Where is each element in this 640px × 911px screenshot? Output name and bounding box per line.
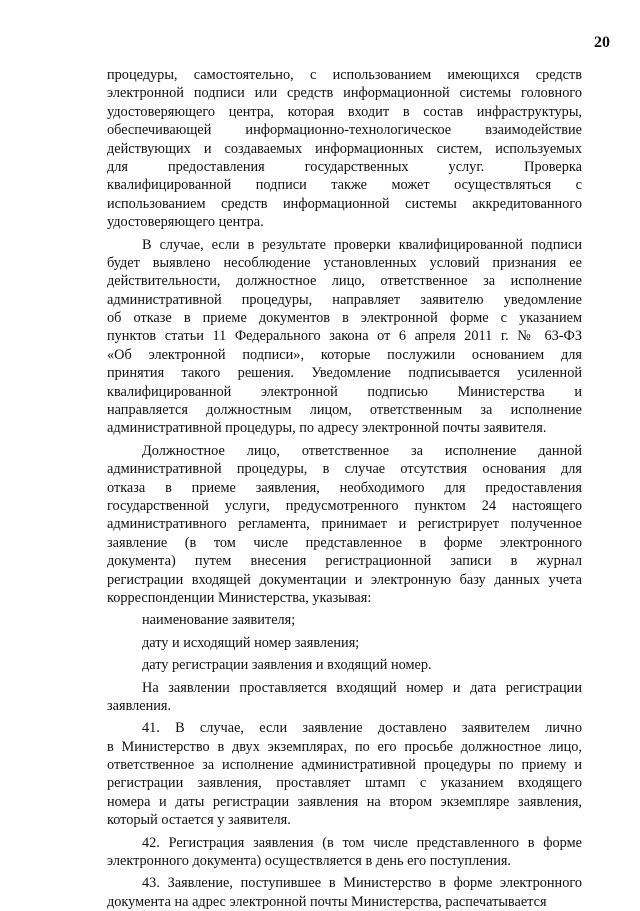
text-line: дату и исходящий номер заявления; (142, 634, 360, 651)
text-line: административной процедуры, направляет заявителю уведомление (107, 291, 582, 308)
document-body (107, 66, 582, 911)
text-line: 43. Заявление, поступившее в Министерство в форме электронного (142, 875, 582, 892)
text-line: наименование заявителя; (142, 612, 296, 629)
text-line: административной процедуры, в случае отсутствия основания для (107, 461, 582, 478)
text-line: государственной услуги, предусмотренного пунктом 24 настоящего (107, 497, 582, 514)
text-line: который остается у заявителя. (107, 812, 291, 829)
text-line: регистрации входящей документации и электронную базу данных учета (107, 571, 582, 588)
text-line: пунктов статьи 11 Федерального закона от 6 апреля 2011 г. № 63-ФЗ (107, 328, 582, 345)
text-line: номера и даты регистрации заявления на втором экземпляре заявления, (107, 793, 582, 810)
paragraph (107, 834, 582, 871)
text-line: принятия такого решения. Уведомление подписывается усиленной (107, 365, 582, 382)
page-number: 20 (594, 34, 610, 51)
text-line: административного регламента, принимает и регистрирует полученное (107, 516, 582, 533)
text-line: действующих и создаваемых информационных систем, используемых (107, 140, 582, 157)
text-line: «Об электронной подписи», которые послужили основанием для (107, 346, 582, 363)
text-line: удостоверяющего центра, которая входит в состав инфраструктуры, (107, 103, 582, 120)
paragraph (107, 679, 582, 716)
text-line: направляется должностным лицом, ответственным за исполнение (107, 402, 582, 419)
text-line: 41. В случае, если заявление доставлено заявителем лично (142, 720, 582, 737)
text-line: ответственное за исполнение административной процедуры по приему и (107, 757, 582, 774)
text-line: документа) путем внесения регистрационной записи в журнал (107, 553, 582, 570)
text-line: административной процедуры, по адресу электронной почты заявителя. (107, 420, 547, 437)
text-line: заявление (в том числе представленное в форме электронного (107, 534, 582, 551)
text-line: электронного документа) осуществляется в день его поступления. (107, 853, 511, 870)
paragraph (107, 236, 582, 438)
text-line: обеспечивающей информационно-технологическое взаимодействие (107, 122, 582, 139)
text-line: использованием средств информационной системы аккредитованного (107, 195, 582, 212)
text-line: процедуры, самостоятельно, с использованием имеющихся средств (107, 67, 582, 83)
paragraph (107, 634, 582, 652)
text-line: квалифицированной подписи также может осуществляться с (107, 177, 582, 194)
text-line: На заявлении проставляется входящий номер и дата регистрации (142, 679, 582, 696)
paragraph (107, 66, 582, 232)
text-line: 42. Регистрация заявления (в том числе представленного в форме (142, 834, 582, 851)
text-line: для предоставления государственных услуг. Проверка (107, 158, 582, 175)
paragraph (107, 874, 582, 911)
paragraph (107, 656, 582, 674)
paragraph (107, 611, 582, 629)
text-line: об отказе в приеме документов в электронной форме с указанием (107, 310, 582, 327)
text-line: корреспонденции Министерства, указывая: (107, 589, 372, 606)
text-line: отказа в приеме заявления, необходимого для предоставления (107, 479, 582, 496)
paragraph (107, 719, 582, 829)
text-line: дату регистрации заявления и входящий номер. (142, 657, 432, 674)
text-line: заявления. (107, 697, 172, 714)
text-line: квалифицированной электронной подписью Министерства и (107, 383, 582, 400)
text-line: действительности, должностное лицо, ответственное за исполнение (107, 273, 582, 290)
paragraph (107, 442, 582, 608)
text-line: в Министерство в двух экземплярах, по его просьбе должностное лицо, (107, 738, 582, 755)
text-line: удостоверяющего центра. (107, 214, 264, 231)
text-line: Должностное лицо, ответственное за исполнение данной (142, 442, 582, 459)
text-line: В случае, если в результате проверки квалифицированной подписи (142, 236, 582, 253)
text-line: будет выявлено несоблюдение установленных условий признания ее (107, 254, 582, 271)
text-line: документа на адрес электронной почты Министерства, распечатывается (107, 893, 547, 910)
text-line: регистрации заявления, проставляет штамп с указанием входящего (107, 775, 582, 792)
text-line: электронной подписи или средств информационной системы головного (107, 85, 582, 102)
